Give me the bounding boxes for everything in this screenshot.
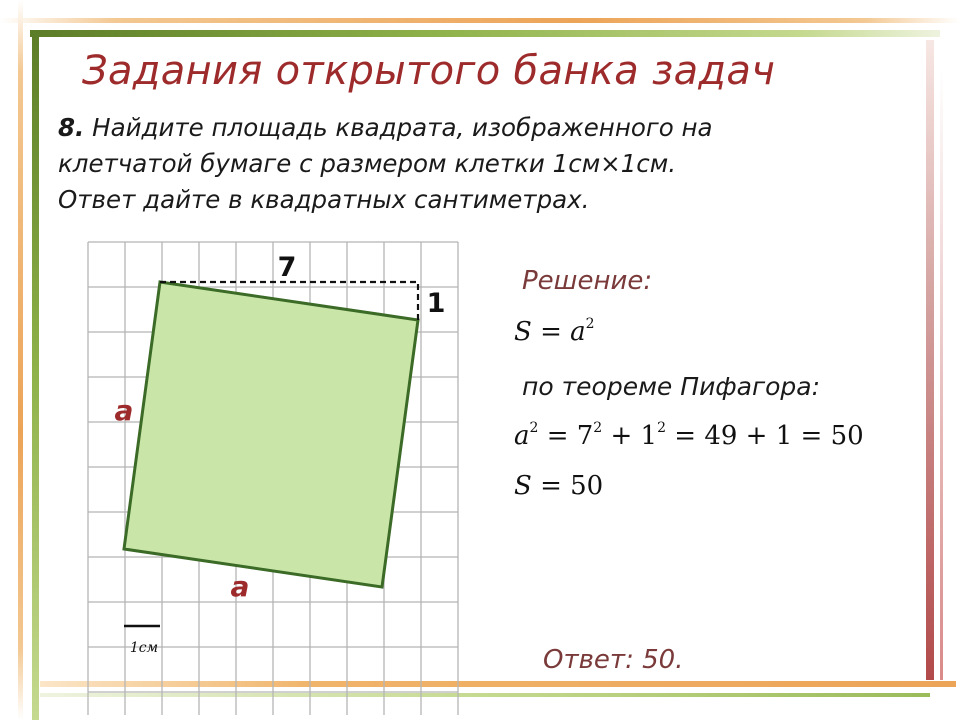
label-side-a-left: a xyxy=(114,394,134,427)
scale-label: 1см xyxy=(129,640,159,656)
label-top-seven: 7 xyxy=(277,252,297,283)
task-line-2: клетчатой бумаге с размером клетки 1см×1см. xyxy=(58,149,677,178)
calc-rest: = 49 + 1 = 50 xyxy=(666,421,864,451)
formula-area xyxy=(514,317,595,347)
answer-text: Ответ: 50. xyxy=(543,645,684,675)
result-rest: = 50 xyxy=(531,471,604,501)
formula-s-lhs: S xyxy=(514,317,532,347)
calc-exp-1: 2 xyxy=(657,420,666,436)
formula-s-eq: = xyxy=(531,317,571,347)
calc-eq1: = 7 xyxy=(538,421,594,451)
task-line-1: Найдите площадь квадрата, изображенного на xyxy=(92,113,713,142)
tilted-square xyxy=(124,282,418,587)
pythagoras-text: по теореме Пифагора: xyxy=(522,372,821,401)
formula-s-exp: 2 xyxy=(585,316,595,332)
calc-exp-a: 2 xyxy=(529,420,539,436)
task-line-3: Ответ дайте в квадратных сантиметрах. xyxy=(58,185,590,214)
calc-var: a xyxy=(514,421,530,451)
label-right-one: 1 xyxy=(426,288,446,319)
slide-title: Задания открытого банка задач xyxy=(82,48,776,94)
task-number: 8. xyxy=(58,113,85,142)
formula-calculation xyxy=(514,421,864,451)
calc-plus1: + 1 xyxy=(602,421,658,451)
result-lhs: S xyxy=(514,471,532,501)
formula-result xyxy=(514,471,603,501)
calc-exp-7: 2 xyxy=(593,420,603,436)
label-side-a-bottom: a xyxy=(230,570,250,603)
formula-s-var: a xyxy=(570,317,586,347)
solution-heading: Решение: xyxy=(522,266,653,296)
